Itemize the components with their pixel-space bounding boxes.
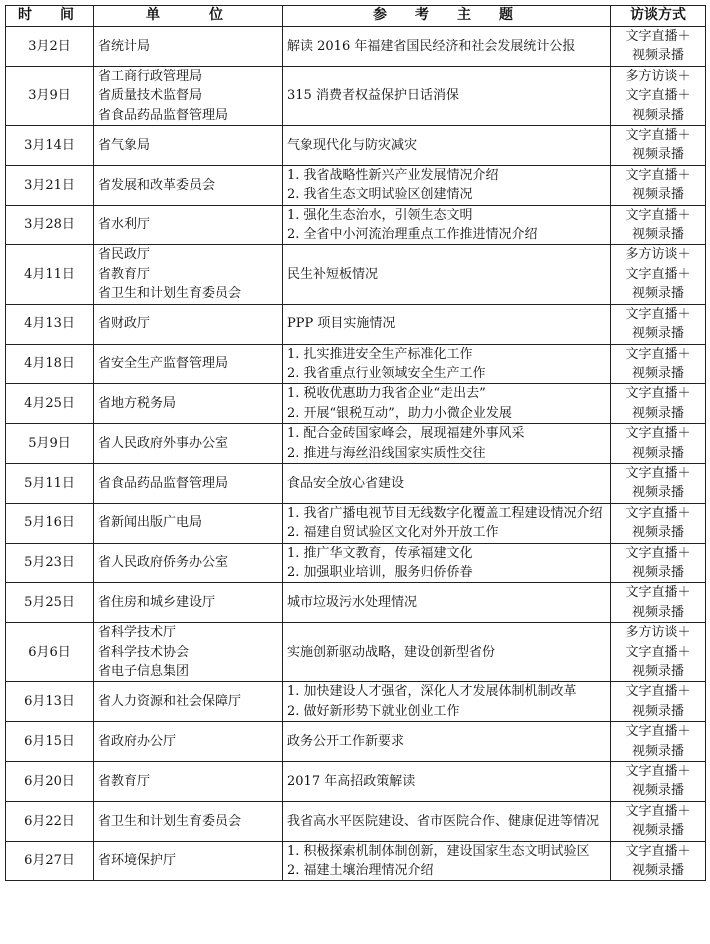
mode-cell: [611, 66, 706, 125]
mode-cell: [611, 543, 706, 583]
table-row: [6, 245, 706, 304]
table-row: [6, 623, 706, 682]
mode-line: 文字直播＋: [625, 644, 691, 660]
mode-line: 视频录播: [631, 604, 684, 620]
table-row: [6, 126, 706, 166]
unit-cell: [94, 463, 283, 503]
topic-line: 1. 扎实推进安全生产标准化工作: [287, 346, 473, 362]
date-cell: 4月25日: [6, 384, 94, 424]
mode-line: 视频录播: [631, 823, 684, 839]
unit-cell: [94, 682, 283, 722]
table-body: [6, 27, 706, 881]
table-row: [6, 344, 706, 384]
mode-cell: [611, 384, 706, 424]
table-row: [6, 543, 706, 583]
mode-line: 文字直播＋: [625, 505, 691, 521]
date-cell: 5月25日: [6, 583, 94, 623]
unit-line: 省卫生和计划生育委员会: [98, 286, 242, 302]
unit-line: 省水利厅: [98, 217, 151, 233]
mode-line: 文字直播＋: [625, 843, 691, 859]
topic-line: 2. 全省中小河流治理重点工作推进情况介绍: [287, 227, 538, 243]
table-row: [6, 66, 706, 125]
topic-line: 2. 推进与海丝沿线国家实质性交往: [287, 445, 486, 461]
topic-cell: [283, 583, 611, 623]
mode-cell: [611, 205, 706, 245]
mode-line: 文字直播＋: [625, 167, 691, 183]
unit-line: 省安全生产监督管理局: [98, 356, 229, 372]
mode-cell: [611, 424, 706, 464]
date-cell: 6月15日: [6, 722, 94, 762]
mode-line: 视频录播: [631, 743, 684, 759]
header-date: 时 间: [6, 6, 94, 27]
topic-line: 2017 年高招政策解读: [287, 773, 416, 789]
topic-line: 2. 做好新形势下就业创业工作: [287, 703, 460, 719]
mode-cell: [611, 682, 706, 722]
table-row: [6, 165, 706, 205]
mode-line: 文字直播＋: [625, 88, 691, 104]
mode-line: 文字直播＋: [625, 465, 691, 481]
unit-line: 省质量技术监督局: [98, 88, 203, 104]
topic-cell: [283, 841, 611, 881]
mode-line: 文字直播＋: [625, 426, 691, 442]
unit-line: 省政府办公厅: [98, 733, 177, 749]
topic-line: 我省高水平医院建设、省市医院合作、健康促进等情况: [287, 813, 600, 829]
unit-cell: [94, 722, 283, 762]
date-cell: 5月23日: [6, 543, 94, 583]
unit-cell: [94, 424, 283, 464]
header-row: [6, 6, 706, 27]
mode-line: 文字直播＋: [625, 545, 691, 561]
topic-cell: [283, 66, 611, 125]
topic-cell: [283, 503, 611, 543]
mode-line: 视频录播: [631, 365, 684, 381]
topic-cell: [283, 424, 611, 464]
date-cell: 6月27日: [6, 841, 94, 881]
topic-cell: [283, 384, 611, 424]
date-cell: 3月14日: [6, 126, 94, 166]
mode-line: 视频录播: [631, 227, 684, 243]
topic-cell: [283, 205, 611, 245]
unit-cell: [94, 543, 283, 583]
mode-line: 视频录播: [631, 147, 684, 163]
unit-line: 省新闻出版广电局: [98, 515, 203, 531]
date-cell: 5月9日: [6, 424, 94, 464]
topic-line: 1. 积极探索机制体制创新，建设国家生态文明试验区: [287, 843, 590, 859]
date-cell: 6月22日: [6, 801, 94, 841]
unit-line: 省住房和城乡建设厅: [98, 595, 216, 611]
mode-line: 文字直播＋: [625, 764, 691, 780]
unit-cell: [94, 801, 283, 841]
mode-line: 视频录播: [631, 564, 684, 580]
mode-line: 文字直播＋: [625, 803, 691, 819]
topic-line: 1. 强化生态治水，引领生态文明: [287, 207, 473, 223]
mode-cell: [611, 126, 706, 166]
topic-line: 315 消费者权益保护日话消保: [287, 88, 459, 104]
unit-cell: [94, 762, 283, 802]
unit-line: 省科学技术厅: [98, 625, 177, 641]
mode-line: 多方访谈＋: [625, 625, 691, 641]
mode-cell: [611, 165, 706, 205]
table-row: [6, 424, 706, 464]
topic-line: 1. 加快建设人才强省，深化人才发展体制机制改革: [287, 684, 577, 700]
topic-line: 解读 2016 年福建省国民经济和社会发展统计公报: [287, 38, 576, 54]
topic-cell: [283, 682, 611, 722]
mode-cell: [611, 304, 706, 344]
unit-cell: [94, 245, 283, 304]
topic-line: 民生补短板情况: [287, 266, 379, 282]
mode-cell: [611, 722, 706, 762]
date-cell: 6月20日: [6, 762, 94, 802]
unit-line: 省发展和改革委员会: [98, 177, 216, 193]
topic-cell: [283, 762, 611, 802]
table-row: [6, 583, 706, 623]
table-row: [6, 205, 706, 245]
topic-cell: [283, 801, 611, 841]
unit-line: 省食品药品监督管理局: [98, 107, 229, 123]
mode-line: 视频录播: [631, 445, 684, 461]
date-cell: 5月16日: [6, 503, 94, 543]
topic-cell: [283, 27, 611, 67]
unit-line: 省工商行政管理局: [98, 68, 203, 84]
unit-line: 省地方税务局: [98, 396, 177, 412]
schedule-table: [5, 5, 706, 881]
table-row: [6, 682, 706, 722]
mode-cell: [611, 583, 706, 623]
topic-line: 2. 福建自贸试验区文化对外开放工作: [287, 525, 499, 541]
topic-line: 2. 福建土壤治理情况介绍: [287, 863, 434, 879]
mode-cell: [611, 463, 706, 503]
unit-cell: [94, 503, 283, 543]
table-row: [6, 384, 706, 424]
unit-cell: [94, 205, 283, 245]
date-cell: 5月11日: [6, 463, 94, 503]
mode-cell: [611, 503, 706, 543]
date-cell: 6月13日: [6, 682, 94, 722]
mode-line: 视频录播: [631, 525, 684, 541]
unit-line: 省统计局: [98, 38, 151, 54]
topic-cell: [283, 463, 611, 503]
unit-cell: [94, 126, 283, 166]
topic-cell: [283, 245, 611, 304]
topic-line: 2. 加强职业培训，服务归侨侨眷: [287, 564, 473, 580]
table-row: [6, 841, 706, 881]
mode-line: 视频录播: [631, 703, 684, 719]
header-mode: 访谈方式: [611, 6, 706, 27]
table-row: [6, 463, 706, 503]
mode-line: 视频录播: [631, 187, 684, 203]
mode-line: 文字直播＋: [625, 128, 691, 144]
mode-line: 视频录播: [631, 485, 684, 501]
mode-line: 文字直播＋: [625, 266, 691, 282]
mode-cell: [611, 27, 706, 67]
unit-line: 省卫生和计划生育委员会: [98, 813, 242, 829]
unit-line: 省人民政府侨务办公室: [98, 555, 229, 571]
unit-line: 省气象局: [98, 137, 151, 153]
unit-line: 省人力资源和社会保障厅: [98, 694, 242, 710]
mode-line: 视频录播: [631, 664, 684, 679]
header-topic: 参 考 主 题: [283, 6, 611, 27]
mode-cell: [611, 801, 706, 841]
topic-cell: [283, 304, 611, 344]
date-cell: 6月6日: [6, 623, 94, 682]
mode-cell: [611, 762, 706, 802]
mode-line: 多方访谈＋: [625, 247, 691, 263]
mode-line: 视频录播: [631, 326, 684, 342]
topic-cell: [283, 165, 611, 205]
topic-line: PPP 项目实施情况: [287, 316, 396, 332]
unit-line: 省民政厅: [98, 247, 151, 263]
topic-line: 1. 税收优惠助力我省企业“走出去”: [287, 386, 486, 402]
table-row: [6, 722, 706, 762]
mode-line: 视频录播: [631, 107, 684, 123]
topic-line: 城市垃圾污水处理情况: [287, 595, 418, 611]
mode-cell: [611, 344, 706, 384]
unit-line: 省财政厅: [98, 316, 151, 332]
unit-line: 省教育厅: [98, 773, 151, 789]
mode-line: 文字直播＋: [625, 346, 691, 362]
table-row: [6, 503, 706, 543]
mode-line: 文字直播＋: [625, 724, 691, 740]
topic-line: 2. 开展“银税互动”，助力小微企业发展: [287, 405, 512, 421]
unit-cell: [94, 841, 283, 881]
topic-cell: [283, 623, 611, 682]
topic-cell: [283, 543, 611, 583]
date-cell: 3月9日: [6, 66, 94, 125]
topic-line: 1. 我省广播电视节目无线数字化覆盖工程建设情况介绍: [287, 505, 603, 521]
topic-cell: [283, 126, 611, 166]
mode-line: 视频录播: [631, 286, 684, 302]
header-unit: 单 位: [94, 6, 283, 27]
table-row: [6, 801, 706, 841]
mode-line: 视频录播: [631, 863, 684, 879]
unit-cell: [94, 66, 283, 125]
topic-line: 实施创新驱动战略，建设创新型省份: [287, 644, 496, 660]
unit-cell: [94, 583, 283, 623]
unit-line: 省教育厅: [98, 266, 151, 282]
mode-line: 文字直播＋: [625, 29, 691, 44]
topic-line: 1. 推广华文教育，传承福建文化: [287, 545, 473, 561]
topic-line: 食品安全放心省建设: [287, 475, 405, 491]
date-cell: 3月28日: [6, 205, 94, 245]
unit-line: 省科学技术协会: [98, 644, 190, 660]
mode-line: 视频录播: [631, 405, 684, 421]
unit-cell: [94, 27, 283, 67]
table-row: [6, 762, 706, 802]
mode-cell: [611, 841, 706, 881]
mode-cell: [611, 623, 706, 682]
topic-line: 1. 配合金砖国家峰会，展现福建外事风采: [287, 426, 525, 442]
date-cell: 4月13日: [6, 304, 94, 344]
unit-line: 省人民政府外事办公室: [98, 435, 229, 451]
mode-line: 文字直播＋: [625, 207, 691, 223]
topic-line: 2. 我省生态文明试验区创建情况: [287, 187, 473, 203]
mode-line: 视频录播: [631, 48, 684, 64]
date-cell: 3月2日: [6, 27, 94, 67]
unit-cell: [94, 384, 283, 424]
unit-line: 省电子信息集团: [98, 664, 190, 679]
mode-line: 文字直播＋: [625, 386, 691, 402]
table-row: [6, 304, 706, 344]
date-cell: 4月11日: [6, 245, 94, 304]
unit-line: 省环境保护厅: [98, 853, 177, 869]
mode-line: 视频录播: [631, 783, 684, 799]
table-row: [6, 27, 706, 67]
mode-line: 文字直播＋: [625, 684, 691, 700]
mode-cell: [611, 245, 706, 304]
unit-cell: [94, 344, 283, 384]
topic-line: 1. 我省战略性新兴产业发展情况介绍: [287, 167, 499, 183]
date-cell: 4月18日: [6, 344, 94, 384]
topic-line: 2. 我省重点行业领域安全生产工作: [287, 365, 486, 381]
mode-line: 文字直播＋: [625, 585, 691, 601]
unit-cell: [94, 165, 283, 205]
topic-line: 政务公开工作新要求: [287, 733, 405, 749]
mode-line: 多方访谈＋: [625, 68, 691, 84]
date-cell: 3月21日: [6, 165, 94, 205]
unit-cell: [94, 304, 283, 344]
unit-line: 省食品药品监督管理局: [98, 475, 229, 491]
topic-cell: [283, 722, 611, 762]
mode-line: 文字直播＋: [625, 306, 691, 322]
unit-cell: [94, 623, 283, 682]
topic-line: 气象现代化与防灾减灾: [287, 137, 418, 153]
topic-cell: [283, 344, 611, 384]
